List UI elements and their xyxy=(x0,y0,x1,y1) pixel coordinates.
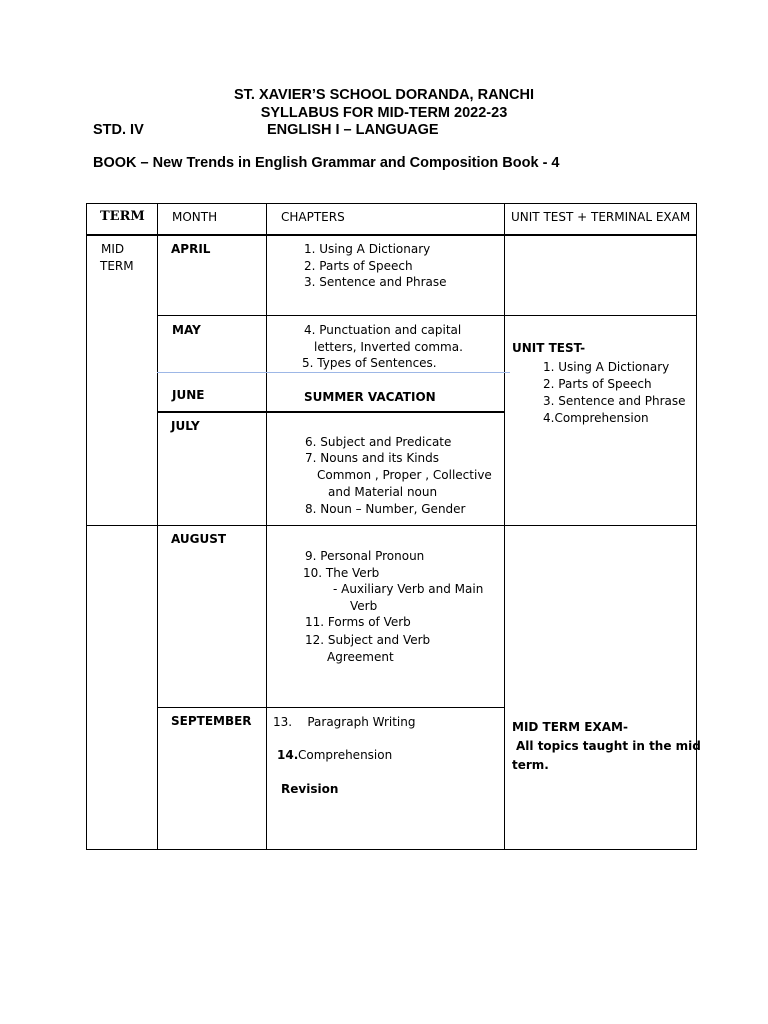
unit-test-item: 4.Comprehension xyxy=(543,411,649,425)
chapter-line: 7. Nouns and its Kinds xyxy=(305,451,440,465)
mid-term-exam-title: MID TERM EXAM- xyxy=(512,720,628,734)
header-row-divider xyxy=(86,234,697,236)
term-label-line2: TERM xyxy=(100,259,134,273)
chapter-line: letters, Inverted comma. xyxy=(314,340,463,354)
row-divider-july xyxy=(86,525,697,526)
book-title: BOOK – New Trends in English Grammar and Composition Book - 4 xyxy=(93,155,560,171)
unit-test-item: 1. Using A Dictionary xyxy=(543,360,670,374)
column-divider-month xyxy=(266,203,267,849)
column-header-term: TERM xyxy=(100,209,145,224)
table-border-bottom xyxy=(86,849,697,850)
row-divider-august xyxy=(157,707,505,708)
month-april: APRIL xyxy=(171,242,211,256)
month-september: SEPTEMBER xyxy=(171,714,252,728)
table-border-top xyxy=(86,203,697,204)
chapter-line: 6. Subject and Predicate xyxy=(305,435,452,449)
subject-title: ENGLISH I – LANGUAGE xyxy=(267,122,439,138)
unit-test-item: 2. Parts of Speech xyxy=(543,377,652,391)
chapter-line: 13. Paragraph Writing xyxy=(273,715,416,729)
unit-test-item: 3. Sentence and Phrase xyxy=(543,394,686,408)
chapter-line: Agreement xyxy=(327,650,394,664)
row-divider-june xyxy=(157,411,505,413)
chapter-line: 1. Using A Dictionary xyxy=(304,242,431,256)
column-header-month: MONTH xyxy=(172,210,218,224)
chapter-line: Comprehension xyxy=(298,748,393,762)
mid-term-exam-line: term. xyxy=(512,758,549,772)
unit-test-title: UNIT TEST- xyxy=(512,341,586,355)
chapter-line: 4. Punctuation and capital xyxy=(304,323,462,337)
chapter-line: - Auxiliary Verb and Main xyxy=(333,582,484,596)
standard-label: STD. IV xyxy=(93,122,144,138)
month-may: MAY xyxy=(172,323,201,337)
column-header-exam: UNIT TEST + TERMINAL EXAM xyxy=(511,210,691,224)
revision-label: Revision xyxy=(281,782,339,796)
chapter-line: 9. Personal Pronoun xyxy=(305,549,425,563)
month-august: AUGUST xyxy=(171,532,227,546)
chapter-line: 3. Sentence and Phrase xyxy=(304,275,447,289)
school-name: ST. XAVIER’S SCHOOL DORANDA, RANCHI xyxy=(234,87,534,103)
row-divider-april xyxy=(157,315,697,316)
column-header-chapters: CHAPTERS xyxy=(281,210,345,224)
chapter-number: 14. xyxy=(277,748,299,762)
month-july: JULY xyxy=(171,419,200,433)
column-divider-chapters xyxy=(504,203,505,849)
table-border-left xyxy=(86,203,87,849)
chapter-line: 5. Types of Sentences. xyxy=(302,356,437,370)
chapter-line: 10. The Verb xyxy=(303,566,380,580)
chapter-line: Verb xyxy=(350,599,378,613)
chapter-line: 2. Parts of Speech xyxy=(304,259,413,273)
month-june: JUNE xyxy=(172,388,205,402)
column-divider-term xyxy=(157,203,158,849)
chapter-line: 11. Forms of Verb xyxy=(305,615,411,629)
chapter-line: 8. Noun – Number, Gender xyxy=(305,502,466,516)
chapter-line: and Material noun xyxy=(328,485,438,499)
syllabus-title: SYLLABUS FOR MID-TERM 2022-23 xyxy=(260,105,508,121)
row-divider-may xyxy=(157,372,510,373)
term-label-line1: MID xyxy=(101,242,125,256)
mid-term-exam-line: All topics taught in the mid xyxy=(516,739,701,753)
summer-vacation-label: SUMMER VACATION xyxy=(304,390,436,404)
chapter-line: 12. Subject and Verb xyxy=(305,633,431,647)
chapter-line: Common , Proper , Collective xyxy=(317,468,492,482)
